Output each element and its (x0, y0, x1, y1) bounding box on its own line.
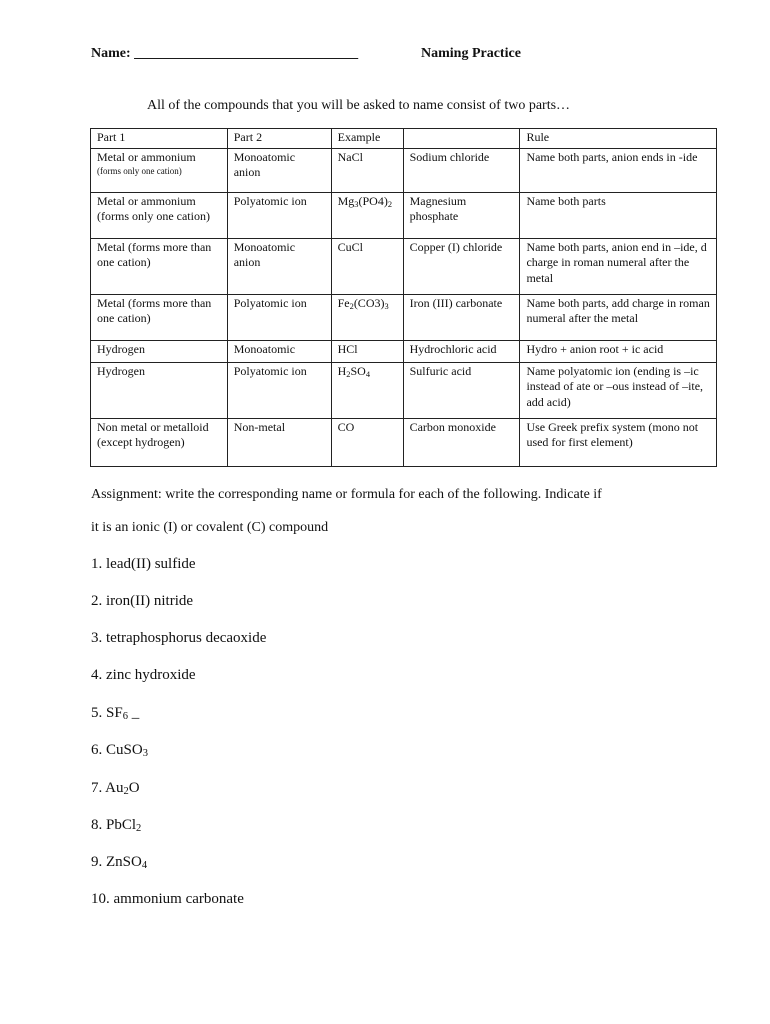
example-formula-part: NaCl (337, 149, 363, 164)
cell-rule: Name both parts, anion ends in -ide (520, 148, 717, 192)
question-item (91, 891, 244, 908)
cell-part2: Polyatomic ion (227, 294, 331, 340)
question-text-part: 2. iron(II) nitride (91, 593, 194, 609)
part1-text: Non metal or metalloid (except hydrogen) (97, 419, 209, 449)
cell-example (331, 362, 403, 418)
example-formula-part: 3 (384, 301, 389, 311)
cell-part1 (91, 148, 228, 192)
table-row (91, 192, 717, 238)
cell-part2: Non-metal (227, 418, 331, 466)
question-item (91, 742, 148, 759)
example-formula-part: (PO4) (358, 193, 388, 208)
question-text-part: 8. PbCl (91, 817, 137, 833)
example-formula-part: Mg (337, 193, 355, 208)
cell-example (331, 340, 403, 362)
cell-part1 (91, 418, 228, 466)
question-text-part: 7. Au (91, 780, 124, 796)
cell-part1 (91, 362, 228, 418)
example-formula-part: HCl (337, 341, 358, 356)
question-text-part: 2 (123, 786, 129, 797)
example-formula-part: 2 (349, 301, 354, 311)
question-item (91, 817, 141, 834)
page-header (91, 46, 691, 66)
question-text-part: 3 (142, 748, 148, 759)
cell-example-name: Copper (I) chloride (403, 238, 520, 294)
cell-part1 (91, 340, 228, 362)
cell-part2: Monoatomic anion (227, 148, 331, 192)
part1-text: Metal (forms more than one cation) (97, 295, 212, 325)
example-formula-part: CO (337, 419, 355, 434)
intro-text: All of the compounds that you will be asked to name consist of two parts… (147, 98, 571, 113)
question-item (91, 705, 139, 722)
question-text-part: 4 (141, 860, 148, 871)
cell-part2: Polyatomic ion (227, 192, 331, 238)
cell-part1 (91, 192, 228, 238)
question-text-part: _ (127, 705, 140, 721)
question-text-part: 1. lead(II) sulfide (91, 556, 196, 572)
cell-rule: Use Greek prefix system (mono not used for first element) (520, 418, 717, 466)
cell-example-name: Carbon monoxide (403, 418, 520, 466)
cell-part2: Monoatomic anion (227, 238, 331, 294)
question-text-part: 10. ammonium carbonate (91, 891, 244, 907)
question-text-part: O (128, 780, 140, 796)
part1-text: Metal (forms more than one cation) (97, 239, 212, 269)
table-row (91, 418, 717, 466)
example-formula-part: Fe (337, 295, 350, 310)
question-text-part: 5. SF (91, 705, 123, 721)
question-text-part: 9. ZnSO (91, 854, 142, 870)
name-field-label: Name: ________________________________ (91, 46, 359, 61)
cell-example-name: Iron (III) carbonate (403, 294, 520, 340)
cell-example (331, 418, 403, 466)
cell-rule: Name both parts, add charge in roman numeral after the metal (520, 294, 717, 340)
table-row (91, 362, 717, 418)
cell-example-name: Hydrochloric acid (403, 340, 520, 362)
example-formula-part: 2 (346, 369, 351, 379)
header-rule: Rule (520, 129, 717, 149)
part1-text: Hydrogen (97, 363, 145, 378)
assignment-line-1: Assignment: write the corresponding name or formula for each of the following. Indicate if (91, 487, 602, 502)
table-row (91, 238, 717, 294)
cell-example-name: Sulfuric acid (403, 362, 520, 418)
naming-rules-table (90, 128, 717, 467)
header-part2: Part 2 (227, 129, 331, 149)
cell-example (331, 294, 403, 340)
question-item (91, 667, 196, 684)
cell-example (331, 148, 403, 192)
cell-rule: Name polyatomic ion (ending is –ic instead of ate or –ous instead of –ite, add acid) (520, 362, 717, 418)
example-formula-part: 4 (365, 369, 371, 379)
table-row (91, 340, 717, 362)
example-formula-part: 2 (387, 199, 393, 209)
cell-part1 (91, 294, 228, 340)
example-formula-part: 3 (354, 199, 359, 209)
page-title: Naming Practice (421, 46, 521, 61)
question-text-part: 2 (136, 823, 142, 834)
header-name (403, 129, 520, 149)
question-text-part: 6. CuSO (91, 742, 143, 758)
table-header-row (91, 129, 717, 149)
cell-example-name: Sodium chloride (403, 148, 520, 192)
question-item (91, 556, 196, 573)
header-example: Example (331, 129, 403, 149)
cell-part1 (91, 238, 228, 294)
example-formula-part: SO (350, 363, 366, 378)
question-item (91, 854, 147, 871)
question-text-part: 6 (122, 711, 128, 722)
cell-example (331, 192, 403, 238)
part1-text: Hydrogen (97, 341, 145, 356)
question-text-part: 3. tetraphosphorus decaoxide (91, 630, 267, 646)
question-item (91, 593, 193, 610)
question-item (91, 630, 266, 647)
header-part1: Part 1 (91, 129, 228, 149)
example-formula-part: (CO3) (353, 295, 385, 310)
example-formula-part: CuCl (337, 239, 363, 254)
part1-text: Metal or ammonium (97, 149, 196, 164)
cell-part2: Monoatomic (227, 340, 331, 362)
cell-part2: Polyatomic ion (227, 362, 331, 418)
part1-note: (forms only one cation) (97, 166, 182, 176)
question-text-part: 4. zinc hydroxide (91, 667, 196, 683)
assignment-line-2: it is an ionic (I) or covalent (C) compound (91, 520, 329, 535)
cell-rule: Hydro + anion root + ic acid (520, 340, 717, 362)
part1-text: Metal or ammonium (forms only one cation) (97, 193, 210, 223)
cell-rule: Name both parts, anion end in –ide, d charge in roman numeral after the metal (520, 238, 717, 294)
cell-example (331, 238, 403, 294)
example-formula-part: H (337, 363, 347, 378)
question-item (91, 780, 140, 797)
cell-rule: Name both parts (520, 192, 717, 238)
table-row (91, 294, 717, 340)
table-row (91, 148, 717, 192)
cell-example-name: Magnesium phosphate (403, 192, 520, 238)
